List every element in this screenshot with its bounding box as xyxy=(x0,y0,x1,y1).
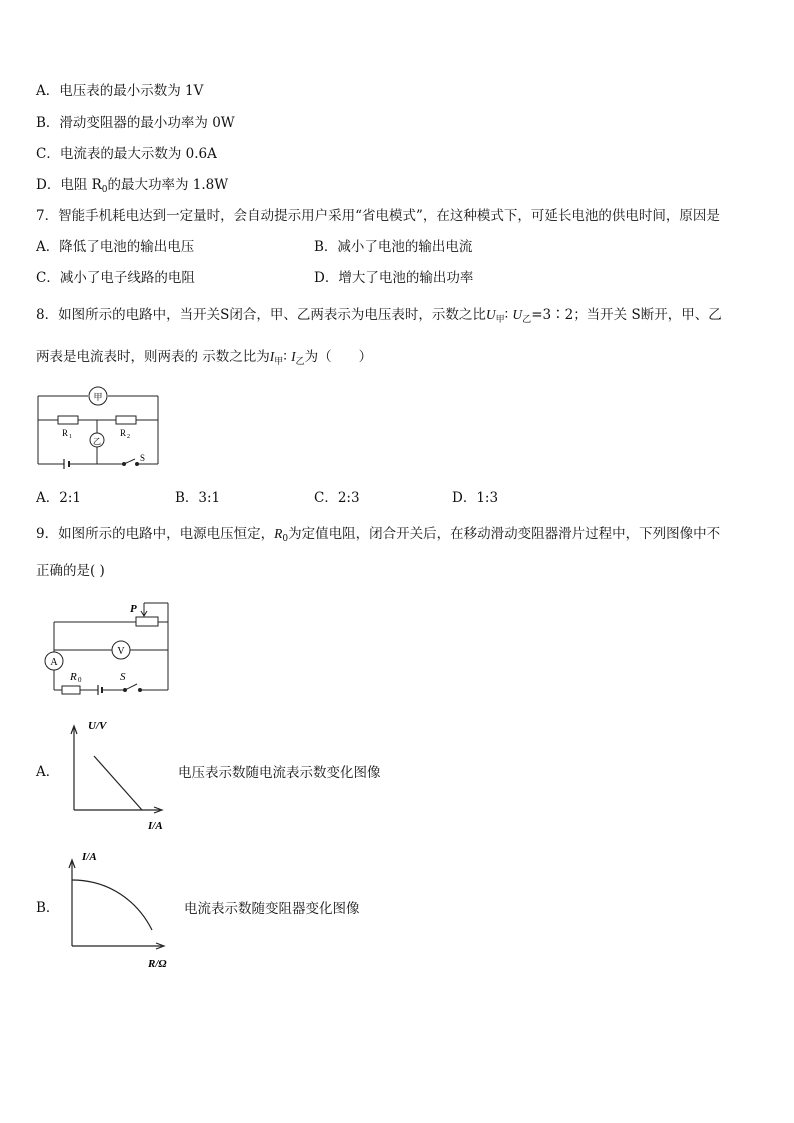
q8-u-symbol: U xyxy=(485,307,496,322)
q8-r1-label: R xyxy=(62,428,69,438)
q9-option-b-graph xyxy=(60,846,180,970)
q8-u-sub-yi: 乙 xyxy=(522,315,532,325)
q8-r2-label: R xyxy=(120,428,127,438)
q8-u-symbol-2: U xyxy=(512,307,523,322)
q9-stem-text-2: 为定值电阻，闭合开关后，在移动滑动变阻器滑片过程中，下列图像中不 xyxy=(288,526,721,542)
q6-option-d[interactable] xyxy=(36,175,228,200)
q8-option-b[interactable]: B．3:1 xyxy=(175,490,221,506)
q9-stem-line2: 正确的是( ) xyxy=(36,563,105,579)
q8-i-sub-yi: 乙 xyxy=(295,357,305,367)
q9-r-sub: 0 xyxy=(282,534,289,544)
q6-option-c[interactable]: C．电流表的最大示数为 0.6A xyxy=(36,146,217,162)
q9-r0-resistor xyxy=(62,686,80,694)
q9-option-b-label[interactable]: B． xyxy=(36,900,60,916)
q8-u-sub-jia: 甲 xyxy=(495,315,505,325)
q8-r2-sub: 2 xyxy=(127,434,130,440)
q9-circuit-diagram xyxy=(40,598,172,694)
q8-option-c[interactable]: C．2:3 xyxy=(314,490,360,506)
q9-option-b-xlabel: R/Ω xyxy=(148,958,167,970)
q9-option-a-label[interactable]: A． xyxy=(36,764,60,780)
q6-option-d-sub: 0 xyxy=(101,185,108,195)
q9-option-a-graph xyxy=(62,716,172,836)
q6-option-b[interactable]: B．滑动变阻器的最小功率为 0W xyxy=(36,115,235,131)
q9-switch-label: S xyxy=(120,671,126,683)
q9-slider-label: P xyxy=(130,603,137,615)
q9-r0-label: R xyxy=(70,671,77,683)
q9-option-b-text: 电流表示数随变阻器变化图像 xyxy=(184,901,360,917)
q8-colon-2: ∶ xyxy=(283,349,287,365)
q9-stem-line1 xyxy=(36,524,720,549)
q9-rheostat xyxy=(136,617,158,626)
q9-option-a-ylabel: U/V xyxy=(88,720,107,732)
q8-stem-line2 xyxy=(36,347,372,372)
q8-stem-text: 8．如图所示的电路中，当开关S闭合，甲、乙两表示为电压表时，示数之比 xyxy=(36,307,486,323)
q8-i-symbol: I xyxy=(269,349,275,364)
q8-switch-label: S xyxy=(140,453,146,463)
q7-option-b[interactable]: B．减小了电池的输出电流 xyxy=(314,239,473,255)
q7-option-c[interactable]: C．减小了电子线路的电阻 xyxy=(36,270,195,286)
q8-i-symbol-2: I xyxy=(291,349,296,364)
q7-option-d[interactable]: D．增大了电池的输出功率 xyxy=(314,270,474,286)
q8-colon: ∶ xyxy=(504,307,509,323)
q8-stem-text-4: 为（ ） xyxy=(304,349,373,365)
q8-meter-yi-label: 乙 xyxy=(93,437,101,446)
q9-option-a-xlabel: I/A xyxy=(148,820,163,832)
q7-option-a[interactable]: A．降低了电池的输出电压 xyxy=(36,239,195,255)
q9-stem-text: 9．如图所示的电路中，电源电压恒定， xyxy=(36,526,275,542)
q8-circuit-diagram xyxy=(36,382,166,468)
q6-option-a[interactable]: A．电压表的最小示数为 1V xyxy=(36,83,204,99)
q7-stem: 7．智能手机耗电达到一定量时，会自动提示用户采用“省电模式”，在这种模式下，可延长电池的供电时间，原因是 xyxy=(36,208,720,224)
q6-option-d-text-end: 的最大功率为 1.8W xyxy=(107,177,229,193)
q8-meter-jia-label: 甲 xyxy=(93,392,103,402)
q8-option-d[interactable]: D．1:3 xyxy=(452,490,499,506)
q8-r2-resistor xyxy=(116,416,136,424)
q8-option-a[interactable]: A．2:1 xyxy=(36,490,81,506)
q9-option-a-text: 电压表示数随电流表示数变化图像 xyxy=(178,765,381,781)
q9-ammeter-label: A xyxy=(50,657,58,668)
q8-stem-line1 xyxy=(36,305,722,330)
q8-r1-sub: 1 xyxy=(69,434,72,440)
q6-option-d-text: D．电阻 R xyxy=(36,177,102,193)
q8-i-sub-jia: 甲 xyxy=(274,357,284,367)
q9-voltmeter-label: V xyxy=(117,646,125,657)
q9-r0-sub: 0 xyxy=(78,676,82,684)
q8-stem-text-3: 两表是电流表时，则两表的 示数之比为 xyxy=(36,349,270,365)
q9-option-b-ylabel: I/A xyxy=(82,851,97,863)
q8-stem-text-2: ；当开关 S断开，甲、乙 xyxy=(573,307,722,323)
q9-r-symbol: R xyxy=(274,526,283,541)
q8-r1-resistor xyxy=(58,416,78,424)
q8-ratio-u: =3∶2 xyxy=(531,307,574,323)
